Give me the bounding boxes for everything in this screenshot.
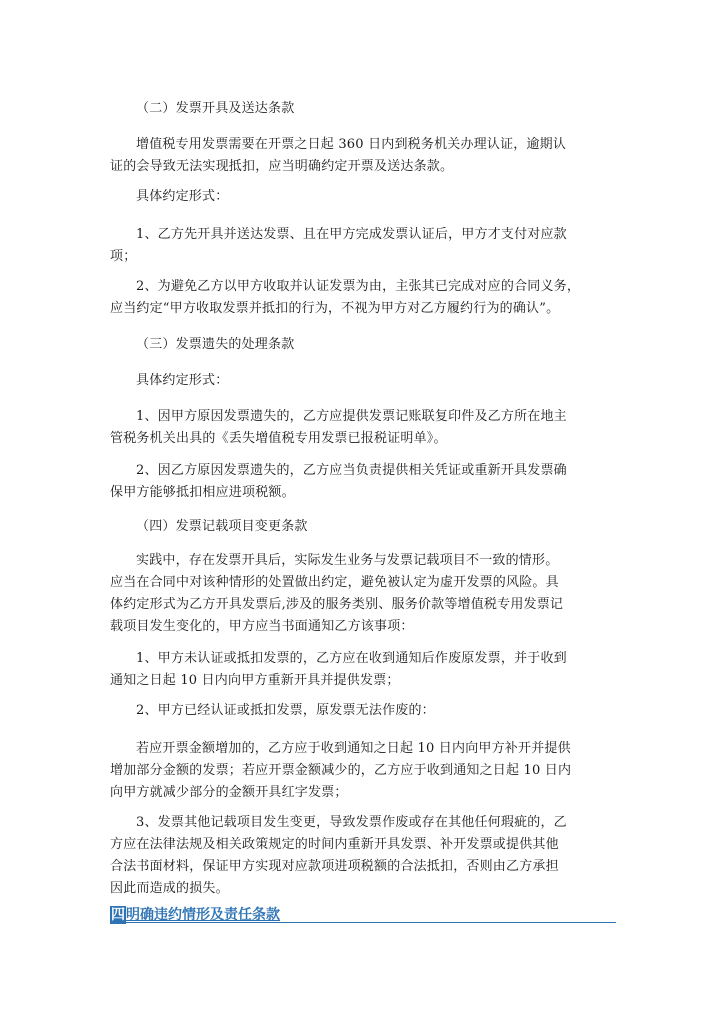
text-line: 项； bbox=[110, 249, 137, 264]
text-line: 证的会导致无法实现抵扣，应当明确约定开票及送达条款。 bbox=[110, 159, 454, 174]
text-line: 1、因甲方原因发票遗失的，乙方应提供发票记账联复印件及乙方所在地主 bbox=[136, 409, 567, 424]
text-line: 具体约定形式： bbox=[136, 189, 229, 204]
paragraph-item-1 bbox=[110, 224, 616, 268]
text-line: 应当约定“甲方收取发票并抵扣的行为，不视为甲方对乙方履约行为的确认”。 bbox=[110, 301, 560, 316]
text-line: （四）发票记载项目变更条款 bbox=[136, 519, 308, 534]
section-heading-breach-liability bbox=[110, 904, 616, 923]
paragraph-vat-certification bbox=[110, 134, 616, 178]
subheading-invoice-change bbox=[110, 516, 642, 538]
paragraph-form-label-1 bbox=[110, 186, 642, 208]
subheading-invoice-issuance bbox=[110, 98, 642, 120]
paragraph-practice bbox=[110, 550, 616, 638]
text-line: 因此而造成的损失。 bbox=[110, 881, 229, 896]
text-line: 实践中，存在发票开具后，实际发生业务与发票记载项目不一致的情形。 bbox=[136, 553, 559, 568]
text-line: 合法书面材料，保证甲方实现对应款项进项税额的合法抵扣，否则由乙方承担 bbox=[110, 859, 559, 874]
paragraph-form-label-2 bbox=[110, 370, 642, 392]
text-line: 向甲方就减少部分的金额开具红字发票； bbox=[110, 785, 348, 800]
text-line: （二）发票开具及送达条款 bbox=[136, 101, 295, 116]
text-line: 2、甲方已经认证或抵扣发票，原发票无法作废的： bbox=[136, 703, 435, 718]
section-heading-text: 明确违约情形及责任条款 bbox=[126, 907, 280, 923]
text-line: （三）发票遗失的处理条款 bbox=[136, 337, 295, 352]
text-line: 增值税专用发票需要在开票之日起 360 日内到税务机关办理认证，逾期认 bbox=[136, 137, 567, 152]
text-line: 体约定形式为乙方开具发票后,涉及的服务类别、服务价款等增值税专用发票记 bbox=[110, 597, 564, 612]
text-line: 载项目发生变化的，甲方应当书面通知乙方该事项： bbox=[110, 619, 414, 634]
paragraph-change-item-1 bbox=[110, 648, 616, 692]
paragraph-item-2 bbox=[110, 276, 616, 320]
paragraph-amount-adjust bbox=[110, 738, 616, 804]
paragraph-loss-item-1 bbox=[110, 406, 616, 450]
text-line: 应当在合同中对该种情形的处置做出约定，避免被认定为虚开发票的风险。具 bbox=[110, 575, 559, 590]
text-line: 1、甲方未认证或抵扣发票的，乙方应在收到通知后作废原发票，并于收到 bbox=[136, 651, 567, 666]
text-line: 2、因乙方原因发票遗失的，乙方应当负责提供相关凭证或重新开具发票确 bbox=[136, 463, 567, 478]
text-line: 具体约定形式： bbox=[136, 373, 229, 388]
text-line: 方应在法律法规及相关政策规定的时间内重新开具发票、补开发票或提供其他 bbox=[110, 837, 559, 852]
text-line: 管税务机关出具的《丢失增值税专用发票已报税证明单》。 bbox=[110, 431, 447, 446]
text-line: 若应开票金额增加的，乙方应于收到通知之日起 10 日内向甲方补开并提供 bbox=[136, 741, 571, 756]
text-line: 2、为避免乙方以甲方收取并认证发票为由，主张其已完成对应的合同义务， bbox=[136, 279, 581, 294]
subheading-invoice-loss bbox=[110, 334, 642, 356]
text-line: 通知之日起 10 日内向甲方重新开具并提供发票； bbox=[110, 673, 400, 688]
paragraph-change-item-2 bbox=[110, 700, 616, 722]
text-line: 1、乙方先开具并送达发票、且在甲方完成发票认证后，甲方才支付对应款 bbox=[136, 227, 567, 242]
text-line: 增加部分金额的发票；若应开票金额减少的，乙方应于收到通知之日起 10 日内 bbox=[110, 763, 572, 778]
section-number: 四 bbox=[111, 907, 125, 923]
text-line: 3、发票其他记载项目发生变更，导致发票作废或存在其他任何瑕疵的，乙 bbox=[136, 815, 567, 830]
paragraph-loss-item-2 bbox=[110, 460, 616, 504]
text-line: 保甲方能够抵扣相应进项税额。 bbox=[110, 485, 295, 500]
paragraph-change-item-3 bbox=[110, 812, 616, 900]
